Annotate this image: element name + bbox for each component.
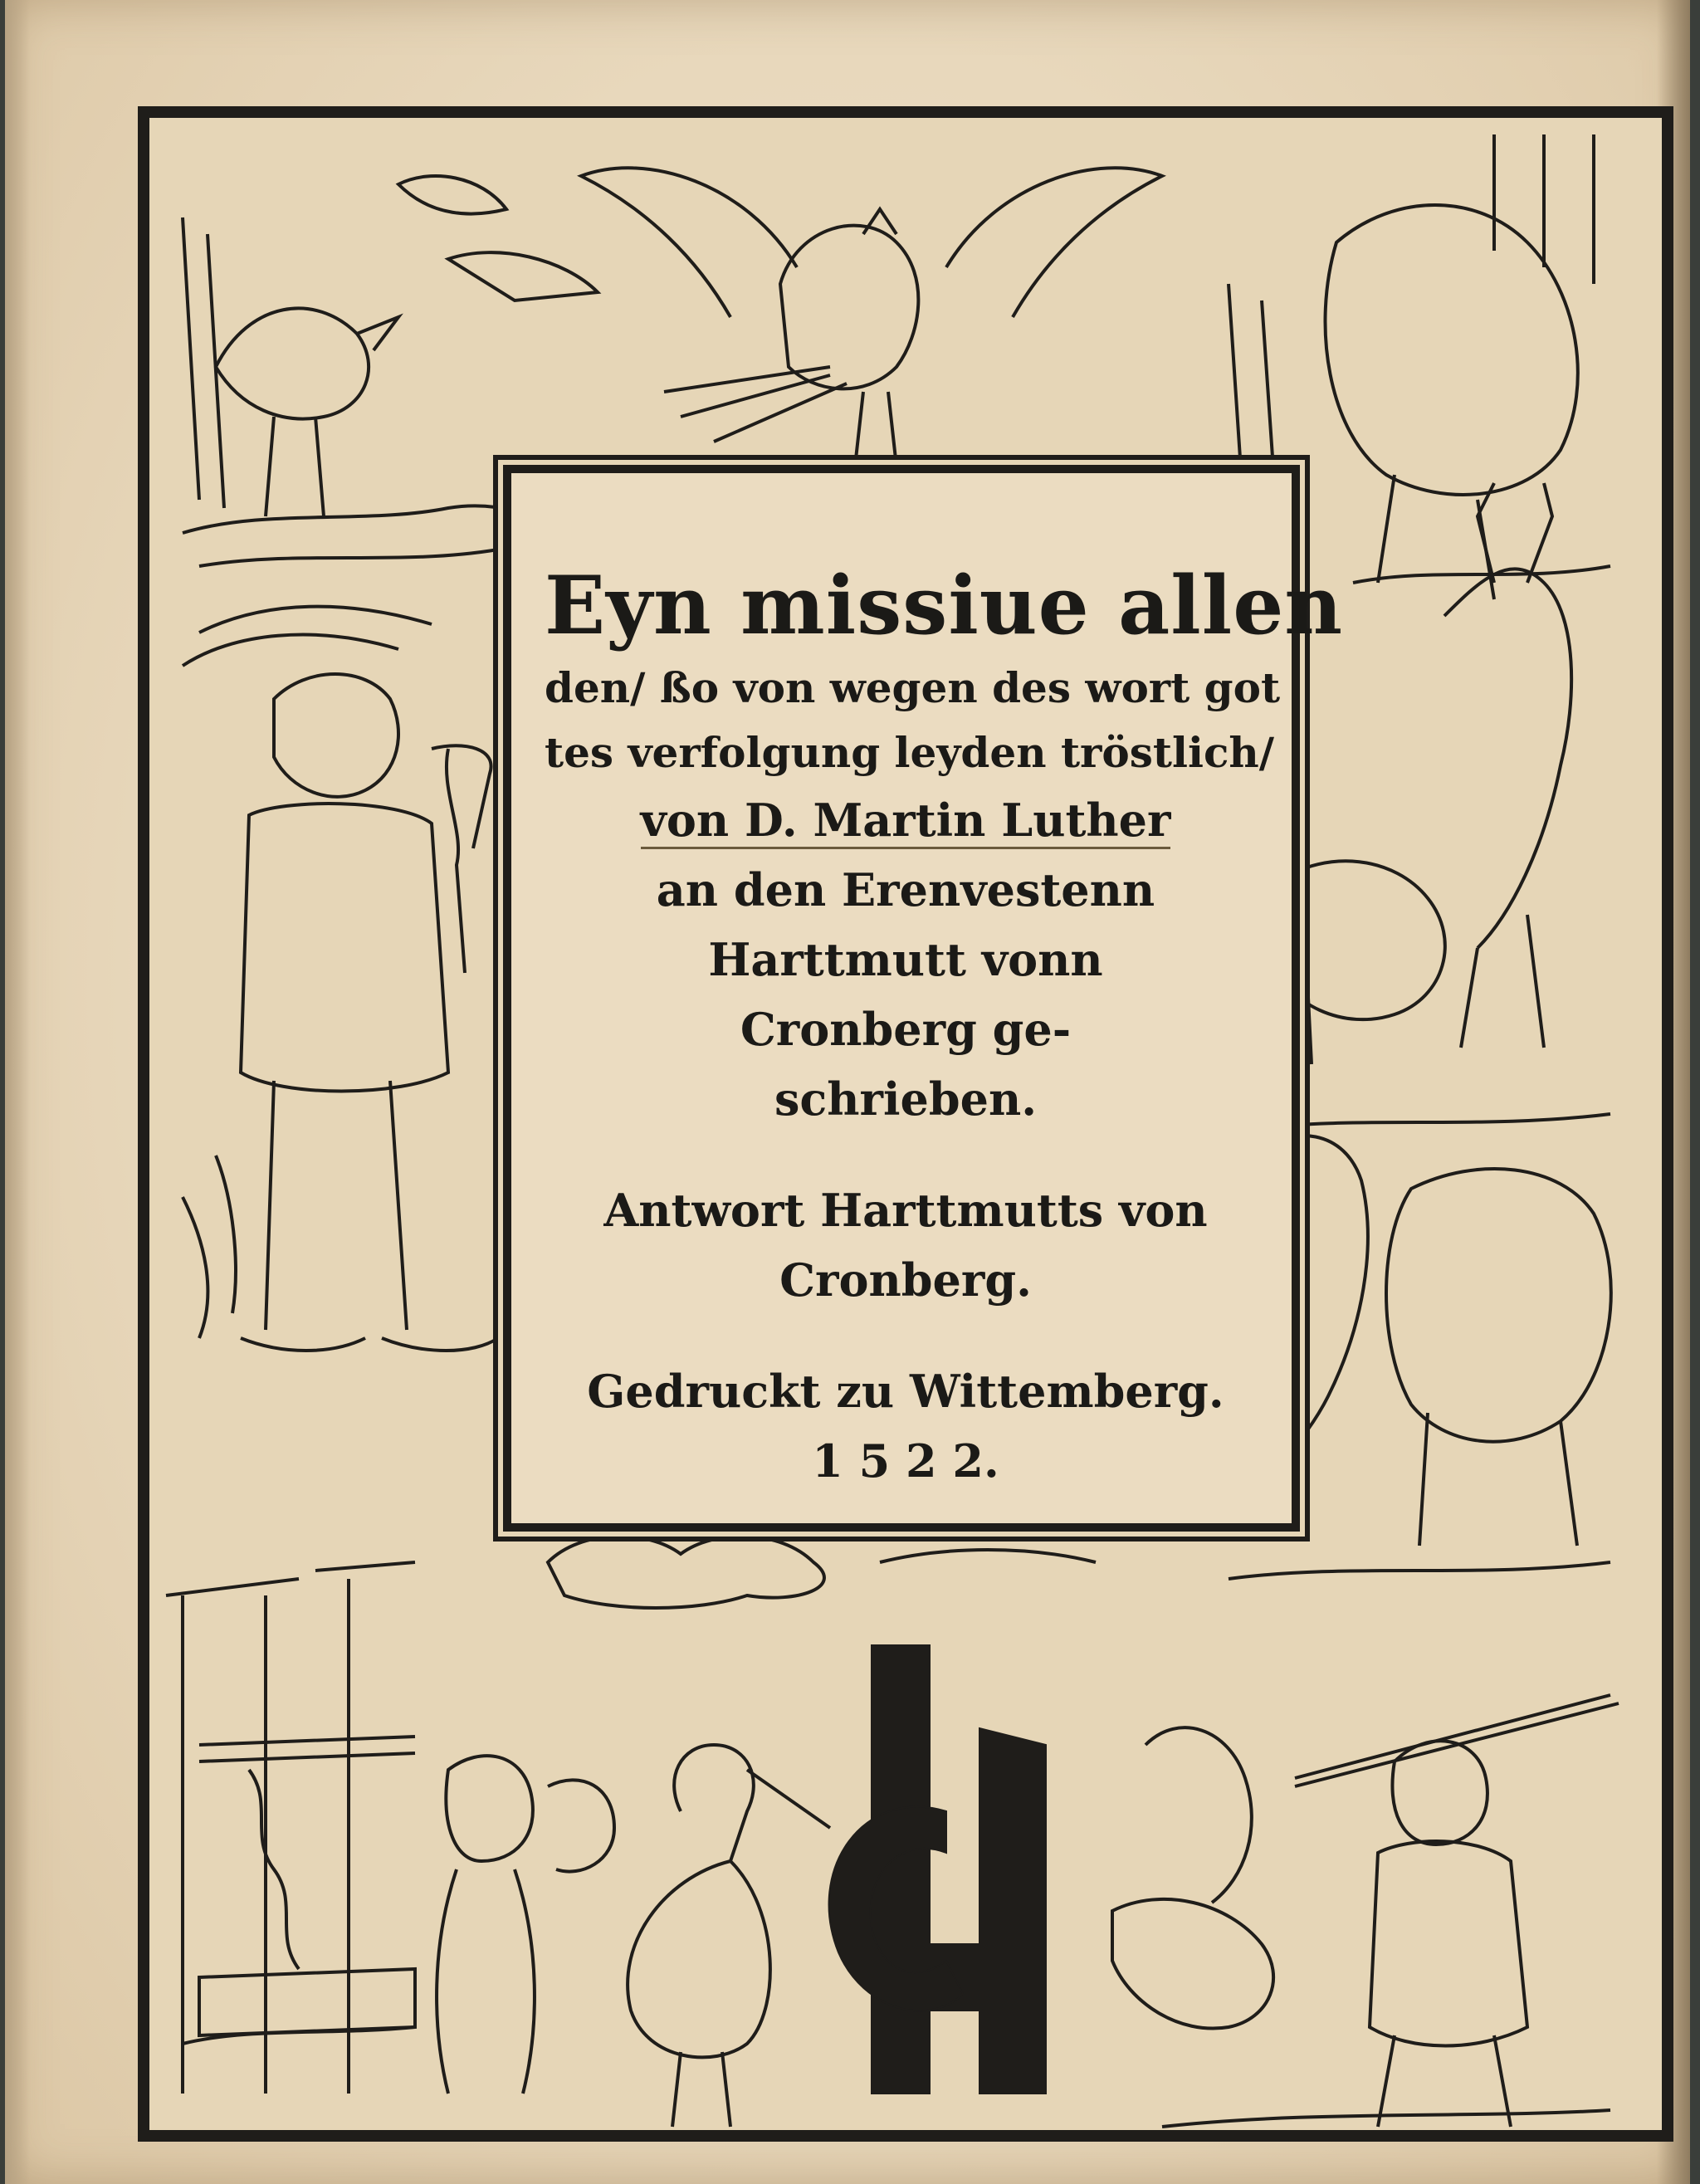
spacer — [545, 1315, 1267, 1356]
author-name: von D. Martin Luther — [641, 794, 1171, 849]
eagle-top-center — [581, 168, 1162, 467]
imprint-year: 1 5 2 2. — [812, 1434, 999, 1488]
title-line-7: Cronberg ge- — [740, 1003, 1072, 1056]
imprint-line-1: Gedruckt zu Wittemberg. — [587, 1365, 1224, 1418]
title-text-block — [545, 556, 1344, 1496]
title-line-2: den/ ßo von wegen des wort got — [545, 663, 1281, 712]
hunter-with-game — [1112, 1695, 1619, 2127]
title-line-5: an den Erenvestenn — [656, 863, 1155, 916]
title-line-8: schrieben. — [774, 1072, 1038, 1126]
title-line-3: tes verfolgung leyden tröstlich/ — [545, 728, 1275, 777]
answer-line-2: Cronberg. — [779, 1253, 1032, 1307]
book-page — [5, 0, 1690, 2184]
title-line-1: Eyn missiue allen — [545, 559, 1344, 652]
printer-mark — [829, 1645, 1046, 2094]
title-panel — [503, 465, 1344, 1532]
printing-press — [166, 1562, 614, 2094]
stork — [628, 1745, 830, 2127]
title-line-6: Harttmutt vonn — [708, 933, 1103, 986]
peasant-with-goblet — [183, 607, 498, 1351]
page-gutter-shadow — [5, 0, 30, 2184]
title-line-4 — [545, 785, 1267, 855]
answer-line-1: Antwort Harttmutts von — [603, 1184, 1208, 1237]
clouds-bottom — [548, 1537, 1096, 1608]
spacer — [545, 1134, 1267, 1175]
